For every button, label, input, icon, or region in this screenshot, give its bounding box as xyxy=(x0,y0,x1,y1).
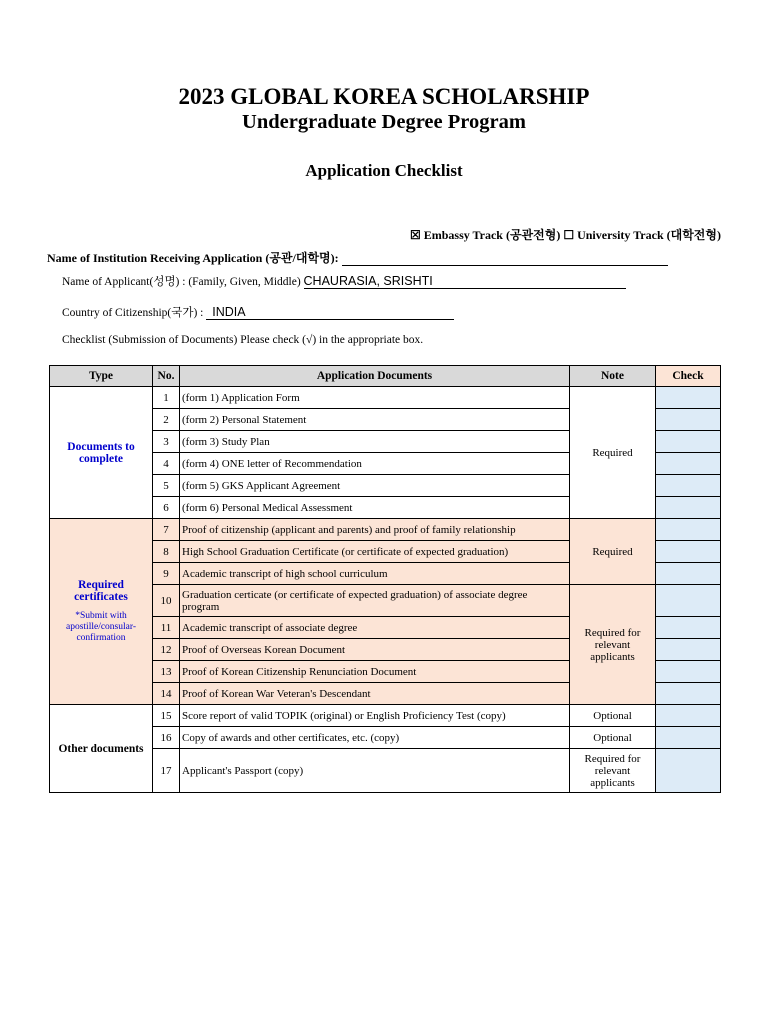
apostille-note: *Submit with apostille/consular-confirmation xyxy=(66,611,136,643)
check-box-1[interactable] xyxy=(656,387,721,409)
table-row xyxy=(50,519,721,541)
institution-line xyxy=(47,249,668,266)
row-number: 1 xyxy=(153,387,180,409)
check-box-9[interactable] xyxy=(656,563,721,585)
row-number: 12 xyxy=(153,639,180,661)
check-box-4[interactable] xyxy=(656,453,721,475)
table-header-row xyxy=(50,366,721,387)
group-documents-to-complete: Documents to complete xyxy=(50,387,153,519)
row-document: Graduation certicate (or certificate of expected graduation) of associate degree program xyxy=(180,585,570,617)
institution-blank xyxy=(342,252,668,266)
row-number: 6 xyxy=(153,497,180,519)
row-document: Score report of valid TOPIK (original) or English Proficiency Test (copy) xyxy=(180,705,570,727)
institution-label: Name of Institution Receiving Application (공관/대학명): xyxy=(47,251,342,265)
row-number: 2 xyxy=(153,409,180,431)
note-topik: Optional xyxy=(570,705,656,727)
check-box-16[interactable] xyxy=(656,727,721,749)
row-number: 5 xyxy=(153,475,180,497)
check-box-17[interactable] xyxy=(656,749,721,793)
citizenship-value: INDIA xyxy=(206,305,454,320)
check-box-7[interactable] xyxy=(656,519,721,541)
row-document: Proof of citizenship (applicant and parents) and proof of family relationship xyxy=(180,519,570,541)
row-document: (form 3) Study Plan xyxy=(180,431,570,453)
citizenship-line xyxy=(62,304,454,320)
note-awards: Optional xyxy=(570,727,656,749)
row-number: 7 xyxy=(153,519,180,541)
row-document: (form 6) Personal Medical Assessment xyxy=(180,497,570,519)
row-document: Academic transcript of high school curriculum xyxy=(180,563,570,585)
checklist-title: Application Checklist xyxy=(305,161,463,180)
row-number: 4 xyxy=(153,453,180,475)
row-number: 9 xyxy=(153,563,180,585)
row-document: Academic transcript of associate degree xyxy=(180,617,570,639)
header-no: No. xyxy=(153,366,180,387)
check-box-12[interactable] xyxy=(656,639,721,661)
applicant-label: Name of Applicant(성명) : (Family, Given, Middle) xyxy=(62,276,304,288)
group-required-label: Required certificates xyxy=(74,579,128,603)
check-box-14[interactable] xyxy=(656,683,721,705)
header-type: Type xyxy=(50,366,153,387)
row-document: (form 1) Application Form xyxy=(180,387,570,409)
row-document: (form 4) ONE letter of Recommendation xyxy=(180,453,570,475)
row-document: (form 2) Personal Statement xyxy=(180,409,570,431)
document-checklist-table xyxy=(49,365,721,793)
check-box-11[interactable] xyxy=(656,617,721,639)
row-number: 8 xyxy=(153,541,180,563)
note-passport: Required for relevant applicants xyxy=(570,749,656,793)
document-title: 2023 GLOBAL KOREA SCHOLARSHIP xyxy=(178,84,590,109)
check-box-5[interactable] xyxy=(656,475,721,497)
row-number: 3 xyxy=(153,431,180,453)
group-other-documents: Other documents xyxy=(50,705,153,793)
row-number: 10 xyxy=(153,585,180,617)
check-box-15[interactable] xyxy=(656,705,721,727)
group-required-certificates xyxy=(50,519,153,705)
applicant-name-value: CHAURASIA, SRISHTI xyxy=(304,274,626,289)
row-document: (form 5) GKS Applicant Agreement xyxy=(180,475,570,497)
header-documents: Application Documents xyxy=(180,366,570,387)
row-number: 13 xyxy=(153,661,180,683)
note-certs: Required xyxy=(570,519,656,585)
row-document: Copy of awards and other certificates, etc. (copy) xyxy=(180,727,570,749)
checklist-instruction: Checklist (Submission of Documents) Please check (√) in the appropriate box. xyxy=(62,334,424,346)
row-document: Applicant's Passport (copy) xyxy=(180,749,570,793)
track-selection: ☒ Embassy Track (공관전형) ☐ University Track (대학전형) xyxy=(409,228,721,242)
document-subtitle: Undergraduate Degree Program xyxy=(242,111,526,133)
citizenship-label: Country of Citizenship(국가) : xyxy=(62,307,207,319)
check-box-2[interactable] xyxy=(656,409,721,431)
row-number: 11 xyxy=(153,617,180,639)
row-document: Proof of Korean War Veteran's Descendant xyxy=(180,683,570,705)
row-document: High School Graduation Certificate (or certificate of expected graduation) xyxy=(180,541,570,563)
table-row xyxy=(50,705,721,727)
row-number: 16 xyxy=(153,727,180,749)
check-box-10[interactable] xyxy=(656,585,721,617)
row-number: 15 xyxy=(153,705,180,727)
header-note: Note xyxy=(570,366,656,387)
row-number: 14 xyxy=(153,683,180,705)
check-box-13[interactable] xyxy=(656,661,721,683)
table-row xyxy=(50,387,721,409)
check-box-8[interactable] xyxy=(656,541,721,563)
row-document: Proof of Overseas Korean Document xyxy=(180,639,570,661)
applicant-line xyxy=(62,273,626,289)
check-box-6[interactable] xyxy=(656,497,721,519)
header-check: Check xyxy=(656,366,721,387)
row-document: Proof of Korean Citizenship Renunciation Document xyxy=(180,661,570,683)
check-box-3[interactable] xyxy=(656,431,721,453)
row-number: 17 xyxy=(153,749,180,793)
note-forms: Required xyxy=(570,387,656,519)
note-assoc: Required for relevant applicants xyxy=(570,585,656,705)
